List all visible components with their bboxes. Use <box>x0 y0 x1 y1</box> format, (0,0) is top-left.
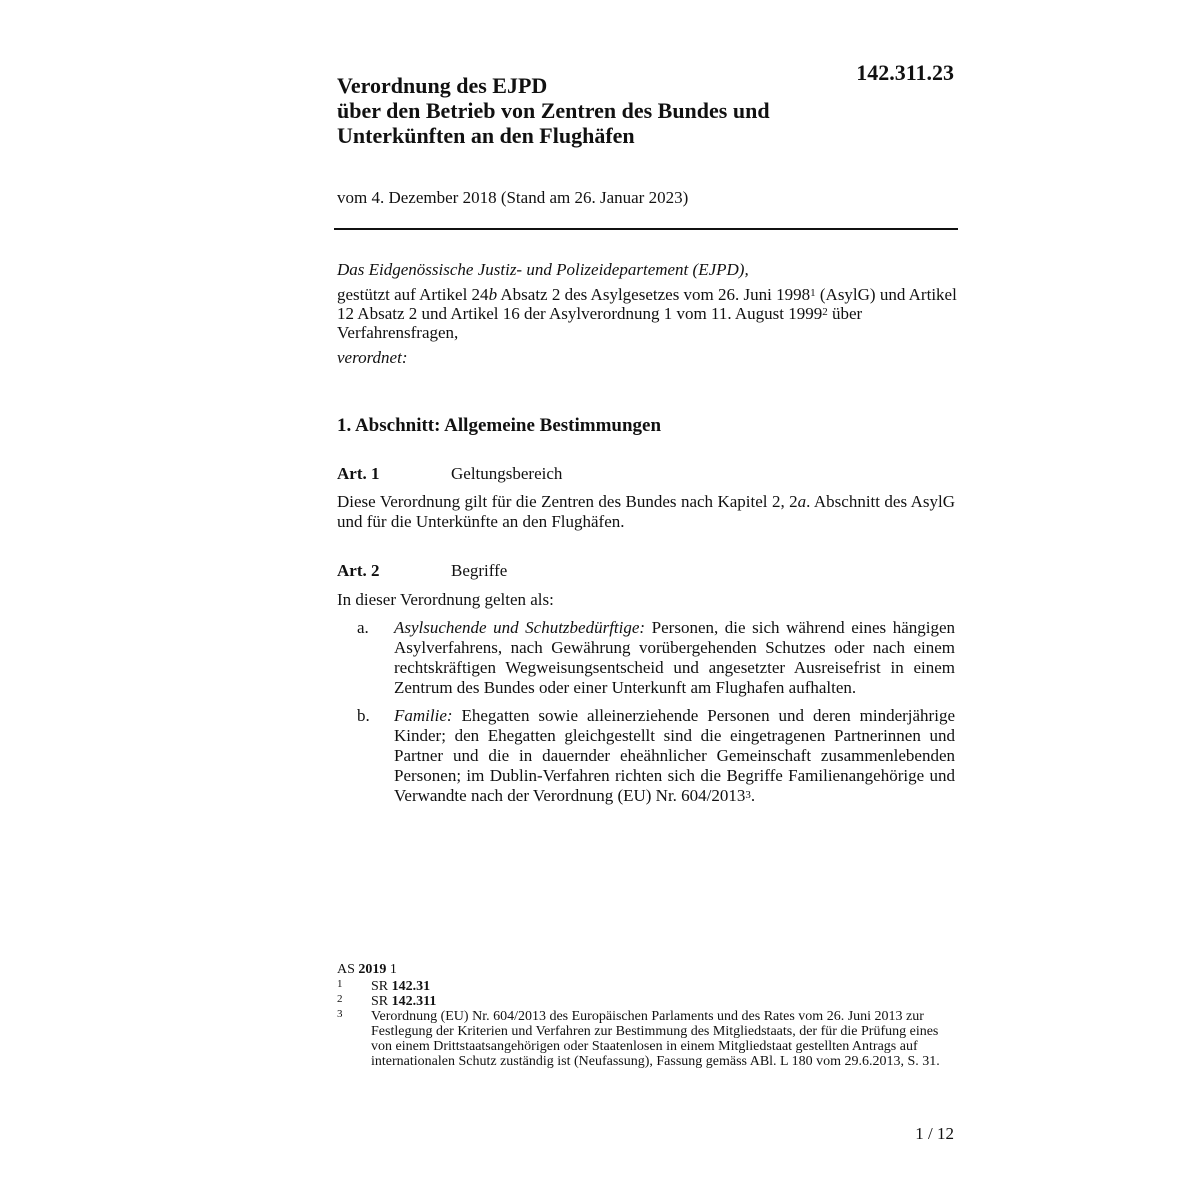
basis-text: Absatz 2 des Asylgesetzes vom 26. Juni 1998 <box>497 285 811 304</box>
definition-text: Ehegatten sowie alleinerziehende Personen und deren minderjährige Kinder; den Ehegatten gleichgestellt sind die eingetragenen Partnerinnen und Partner und die in dauernder eheähnlicher Gemeinschaft zusammenlebenden Personen; im Dublin-Verfahren richten sich die Begriffe Familienangehörige und Verwandte nach der Verordnung (EU) Nr. 604/2013 <box>394 706 955 805</box>
footnote <box>337 1009 947 1069</box>
definition-term: Familie: <box>394 706 453 725</box>
article-text: Diese Verordnung gilt für die Zentren des Bundes nach Kapitel 2, 2 <box>337 492 798 511</box>
decrees-word: verordnet: <box>337 348 408 367</box>
footnote-ref[interactable]: 2 <box>822 306 828 318</box>
footnote <box>337 994 947 1009</box>
footnotes <box>337 962 947 1069</box>
as-prefix: AS <box>337 962 359 977</box>
title-divider <box>334 228 958 230</box>
definition-text: Personen, die sich während eines hängigen Asylverfahrens, nach Gewährung vorübergehenden Schutzes oder nach einem rechtskräftigen Wegweisungsentscheid und angesetzter Ausreisefrist in einem Zentrum des Bundes oder einer Unterkunft am Flughafen aufhalten. <box>394 618 956 697</box>
definition-list <box>337 618 955 814</box>
footnote-number: 2 <box>337 993 343 1005</box>
footnote-ref-number: 142.311 <box>391 994 437 1009</box>
footnote-prefix: SR <box>371 979 392 994</box>
article-2-intro: In dieser Verordnung gelten als: <box>337 590 554 609</box>
footnote <box>337 979 947 994</box>
preamble <box>337 260 957 367</box>
document-title <box>337 73 897 148</box>
article-1-heading <box>337 464 562 484</box>
page-number: 1 / 12 <box>915 1124 954 1143</box>
list-item <box>337 618 955 698</box>
title-line: Verordnung des EJPD <box>337 73 548 98</box>
list-marker: a. <box>357 618 369 637</box>
list-item <box>337 706 955 806</box>
article-title: Begriffe <box>451 561 508 580</box>
definition-term: Asylsuchende und Schutzbedürftige: <box>394 618 646 637</box>
definition-end: . <box>750 786 756 805</box>
as-year: 2019 <box>358 962 387 977</box>
title-line: über den Betrieb von Zentren des Bundes und <box>337 98 770 123</box>
issuing-authority: Das Eidgenössische Justiz- und Polizeidepartement (EJPD), <box>337 260 749 279</box>
basis-text: (AsylG) und Artikel 12 Absatz 2 und Artikel 16 der Asylverordnung 1 vom 11. August 1999 <box>337 285 957 323</box>
sr-number: 142.311.23 <box>856 60 954 85</box>
footnote-ref-number: 142.31 <box>391 979 431 994</box>
footnote-prefix: SR <box>371 994 392 1009</box>
footnote-number: 1 <box>337 978 343 990</box>
article-text-italic: a <box>797 492 807 511</box>
date-line: vom 4. Dezember 2018 (Stand am 26. Januar 2023) <box>337 188 689 207</box>
footnote-ref[interactable]: 3 <box>745 789 751 801</box>
as-page: 1 <box>386 962 397 977</box>
section-heading: 1. Abschnitt: Allgemeine Bestimmungen <box>337 415 662 436</box>
legal-basis <box>337 285 957 342</box>
article-text: . Abschnitt des AsylG und für die Unterkünfte an den Flughäfen. <box>337 492 955 531</box>
article-label: Art. 2 <box>337 561 380 580</box>
basis-text: über Verfahrensfragen, <box>337 304 863 342</box>
list-marker: b. <box>357 706 370 725</box>
footnote-ref[interactable]: 1 <box>810 287 816 299</box>
footnote-number: 3 <box>337 1008 343 1020</box>
article-title: Geltungsbereich <box>451 464 563 483</box>
as-reference <box>337 962 947 977</box>
article-label: Art. 1 <box>337 464 380 483</box>
basis-text: gestützt auf Artikel 24 <box>337 285 489 304</box>
footnote-text: Verordnung (EU) Nr. 604/2013 des Europäischen Parlaments und des Rates vom 26. Juni 2013 zur Festlegung der Kriterien und Verfahren zur Bestimmung des Mitgliedstaats, der für die Prüfung eines von einem Drittstaatsangehörigen oder Staatenlosen in einem Mitgliedstaat gestellten Antrags auf internationalen Schutz zuständig ist (Neufassung), Fassung gemäss ABl. L 180 vom 29.6.2013, S. 31. <box>371 1009 940 1069</box>
article-2-heading <box>337 561 507 581</box>
basis-italic: b <box>488 285 498 304</box>
title-line: Unterkünften an den Flughäfen <box>337 123 635 148</box>
article-1-text <box>337 492 955 532</box>
